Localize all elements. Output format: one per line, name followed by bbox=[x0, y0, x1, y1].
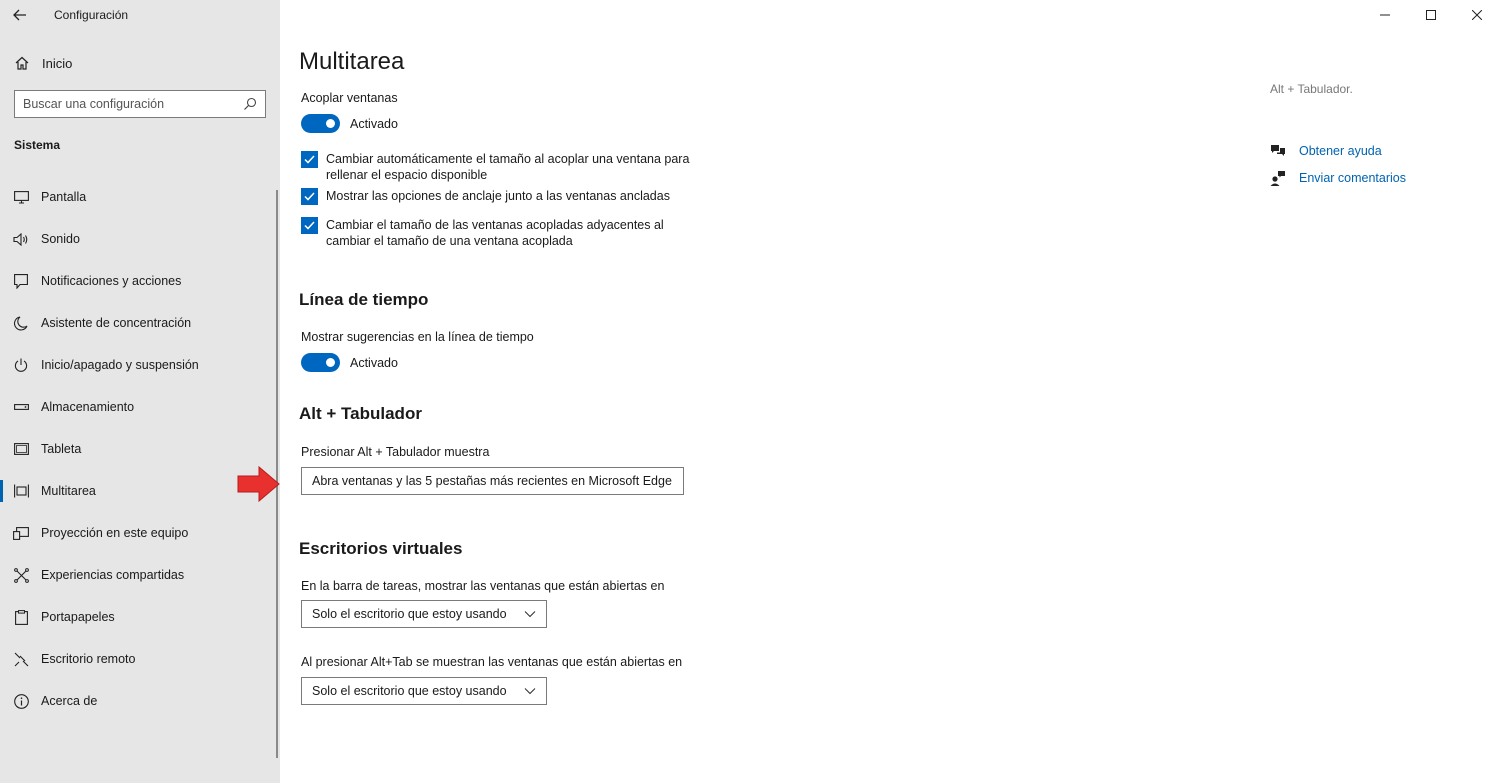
sidebar bbox=[0, 0, 280, 783]
notification-icon bbox=[14, 274, 28, 289]
speaker-icon bbox=[13, 233, 29, 246]
sidebar-item-proyeccion[interactable] bbox=[0, 512, 280, 554]
power-icon bbox=[14, 358, 28, 373]
section-heading: Sistema bbox=[14, 138, 61, 152]
sidebar-item-label: Almacenamiento bbox=[41, 400, 135, 414]
moon-icon bbox=[14, 316, 28, 331]
storage-icon bbox=[14, 403, 29, 411]
page-title: Multitarea bbox=[299, 48, 405, 75]
timeline-label: Mostrar sugerencias en la línea de tiempo bbox=[301, 330, 534, 344]
sidebar-item-inicio-apagado[interactable] bbox=[0, 344, 280, 386]
title-bar bbox=[0, 0, 280, 30]
minimize-button[interactable] bbox=[1362, 0, 1408, 30]
snap-option-1-label: Cambiar automáticamente el tamaño al acoplar una ventana para rellenar el espacio disponible bbox=[326, 152, 690, 182]
sidebar-item-label: Pantalla bbox=[41, 190, 87, 204]
checkmark-icon bbox=[304, 192, 315, 201]
chevron-down-icon bbox=[524, 610, 536, 618]
timeline-toggle-row bbox=[301, 353, 398, 372]
virtual-alttab-label: Al presionar Alt+Tab se muestran las ventanas que están abiertas en bbox=[301, 655, 683, 669]
search-box[interactable] bbox=[14, 90, 266, 118]
snap-option-2-label: Mostrar las opciones de anclaje junto a las ventanas ancladas bbox=[326, 189, 670, 203]
sidebar-item-label: Experiencias compartidas bbox=[41, 568, 185, 582]
feedback-icon bbox=[1270, 170, 1286, 186]
maximize-button[interactable] bbox=[1408, 0, 1454, 30]
sidebar-item-pantalla[interactable] bbox=[0, 176, 280, 218]
chevron-down-icon bbox=[524, 687, 536, 695]
search-icon[interactable] bbox=[243, 97, 257, 111]
timeline-heading: Línea de tiempo bbox=[299, 290, 429, 309]
main-content bbox=[280, 0, 1500, 783]
timeline-toggle[interactable] bbox=[301, 353, 340, 372]
snap-option-1-checkbox[interactable] bbox=[301, 151, 318, 168]
app-title: Configuración bbox=[54, 8, 129, 22]
virtual-alttab-dropdown[interactable] bbox=[301, 677, 547, 705]
sidebar-item-label: Sonido bbox=[41, 232, 80, 246]
snap-option-3-checkbox[interactable] bbox=[301, 217, 318, 234]
sidebar-item-notificaciones[interactable] bbox=[0, 260, 280, 302]
sidebar-item-label: Asistente de concentración bbox=[41, 316, 192, 330]
sidebar-item-label: Multitarea bbox=[41, 484, 96, 498]
timeline-toggle-state: Activado bbox=[350, 355, 398, 370]
back-button[interactable] bbox=[0, 0, 40, 30]
virtual-heading: Escritorios virtuales bbox=[299, 539, 463, 558]
red-arrow-annotation bbox=[237, 465, 281, 503]
window-controls bbox=[1362, 0, 1500, 30]
sidebar-item-label: Escritorio remoto bbox=[41, 652, 136, 666]
alttab-label: Presionar Alt + Tabulador muestra bbox=[301, 445, 490, 459]
sidebar-item-label: Proyección en este equipo bbox=[41, 526, 189, 540]
sidebar-item-almacenamiento[interactable] bbox=[0, 386, 280, 428]
related-faded-text: Alt + Tabulador. bbox=[1270, 82, 1353, 96]
sidebar-item-tableta[interactable] bbox=[0, 428, 280, 470]
sidebar-item-label: Acerca de bbox=[41, 694, 98, 708]
sidebar-home-label: Inicio bbox=[42, 55, 73, 71]
feedback-link-label[interactable]: Enviar comentarios bbox=[1299, 171, 1406, 185]
sidebar-nav bbox=[0, 176, 280, 722]
sidebar-item-portapapeles[interactable] bbox=[0, 596, 280, 638]
multitask-icon bbox=[14, 484, 29, 498]
shared-icon bbox=[14, 568, 29, 583]
help-link[interactable] bbox=[1270, 143, 1382, 159]
snap-option-2-checkbox[interactable] bbox=[301, 188, 318, 205]
checkmark-icon bbox=[304, 221, 315, 230]
info-icon bbox=[14, 694, 29, 709]
sidebar-home[interactable] bbox=[0, 48, 280, 78]
virtual-alttab-dropdown-value: Solo el escritorio que estoy usando bbox=[312, 684, 507, 698]
remote-icon bbox=[14, 652, 29, 667]
close-button[interactable] bbox=[1454, 0, 1500, 30]
maximize-icon bbox=[1426, 10, 1436, 20]
sidebar-item-acerca[interactable] bbox=[0, 680, 280, 722]
sidebar-item-label: Portapapeles bbox=[41, 610, 115, 624]
sidebar-item-label: Notificaciones y acciones bbox=[41, 274, 182, 288]
sidebar-item-escritorio-remoto[interactable] bbox=[0, 638, 280, 680]
snap-option-3 bbox=[301, 217, 696, 249]
back-arrow-icon bbox=[13, 9, 27, 21]
snap-option-1 bbox=[301, 151, 696, 183]
monitor-icon bbox=[14, 191, 29, 204]
virtual-taskbar-dropdown[interactable] bbox=[301, 600, 547, 628]
help-chat-icon bbox=[1270, 143, 1286, 159]
tablet-icon bbox=[14, 443, 29, 455]
alttab-heading: Alt + Tabulador bbox=[299, 404, 422, 423]
snap-option-2 bbox=[301, 188, 696, 205]
sidebar-item-asistente[interactable] bbox=[0, 302, 280, 344]
snap-toggle-state: Activado bbox=[350, 116, 398, 131]
snap-label: Acoplar ventanas bbox=[301, 91, 398, 105]
projection-icon bbox=[13, 527, 29, 540]
alttab-dropdown[interactable] bbox=[301, 467, 684, 495]
clipboard-icon bbox=[15, 610, 28, 625]
help-link-label[interactable]: Obtener ayuda bbox=[1299, 144, 1382, 158]
checkmark-icon bbox=[304, 155, 315, 164]
snap-toggle-row bbox=[301, 114, 398, 133]
home-icon bbox=[14, 55, 30, 71]
snap-option-3-label: Cambiar el tamaño de las ventanas acopladas adyacentes al cambiar el tamaño de una ventana acoplada bbox=[326, 218, 664, 248]
alttab-dropdown-value: Abra ventanas y las 5 pestañas más recientes en Microsoft Edge bbox=[312, 474, 672, 488]
related-text bbox=[1270, 80, 1353, 98]
virtual-taskbar-dropdown-value: Solo el escritorio que estoy usando bbox=[312, 607, 507, 621]
virtual-taskbar-label: En la barra de tareas, mostrar las ventanas que están abiertas en bbox=[301, 579, 665, 593]
search-input[interactable] bbox=[23, 97, 233, 111]
minimize-icon bbox=[1380, 10, 1390, 20]
snap-toggle[interactable] bbox=[301, 114, 340, 133]
sidebar-item-label: Inicio/apagado y suspensión bbox=[41, 358, 199, 372]
close-icon bbox=[1472, 10, 1482, 20]
feedback-link[interactable] bbox=[1270, 170, 1406, 186]
sidebar-item-sonido[interactable] bbox=[0, 218, 280, 260]
sidebar-item-label: Tableta bbox=[41, 442, 82, 456]
sidebar-item-experiencias[interactable] bbox=[0, 554, 280, 596]
